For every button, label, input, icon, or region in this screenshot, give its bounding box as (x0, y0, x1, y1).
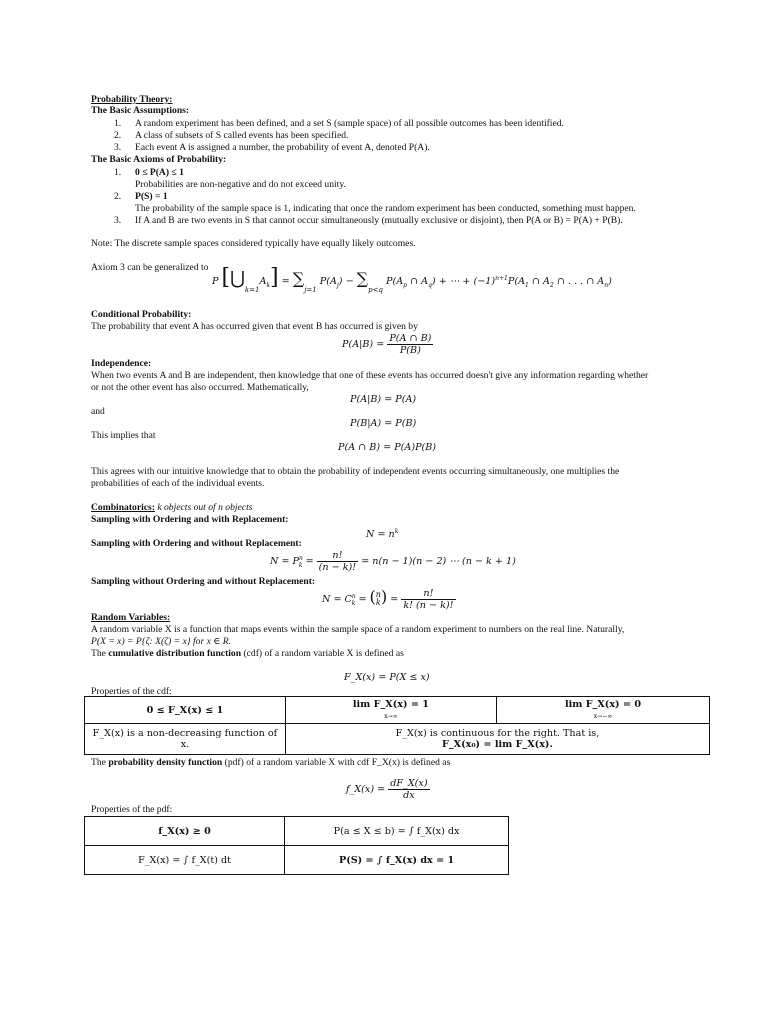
list-number: 1. (114, 118, 122, 129)
agrees-text-1: This agrees with our intuitive knowledge that to obtain the probability of independent events occurring simultaneously, one multiplies the (91, 466, 620, 477)
cdf-limit-neg-inf: lim F_X(x) = 0 (564, 699, 641, 710)
cdf-limit-neg-inf-sub: x→−∞ (593, 713, 613, 720)
conditional-probability-heading: Conditional Probability: (91, 309, 192, 320)
list-number: 2. (114, 130, 122, 141)
cdf-limit-inf: lim F_X(x) = 1 (352, 699, 429, 710)
independence-heading: Independence: (91, 358, 152, 369)
independence-eq-1: P(A|B) = P(A) (350, 394, 417, 405)
sampling-3-equation: $N = C^n_k = (n$ k) = $\frac{n!}{k! (n - k)!}$ (322, 586, 454, 611)
cdf-pre: The (91, 648, 109, 659)
list-number: 3. (114, 142, 122, 153)
random-variables-heading: Random Variables: (91, 612, 171, 623)
cdf-properties-label: Properties of the cdf: (91, 686, 172, 697)
assumption-2: A class of subsets of S called events has been specified. (135, 130, 349, 141)
pdf-denominator: dx (403, 790, 415, 801)
combinatorics-heading: Combinatorics: (91, 502, 155, 513)
cdf-post: (cdf) of a random variable X is defined as (241, 648, 404, 659)
table-cell (496, 697, 709, 724)
sampling-2-equation: $N = P^n_k$ = $\frac{n!}{(n - k)!}$ = n(n − 1)(n − 2) ⋯ (n − k + 1) (270, 550, 516, 573)
section-title-probability-theory: Probability Theory: (91, 94, 173, 105)
axiom-3-text: If A and B are two events in S that cannot occur simultaneously (mutually exclusive or disjoint), then P(A or B) = P(A) + P(B). (135, 215, 623, 226)
cdf-limit-inf-sub: x→∞ (384, 713, 398, 720)
sampling-3-denominator: k! (n − k)! (403, 600, 454, 611)
assumption-3: Each event A is assigned a number, the probability of event A, denoted P(A). (135, 142, 430, 153)
sampling-3-lhs: N = C (322, 593, 352, 605)
implies-text: This implies that (91, 430, 156, 441)
table-cell (285, 697, 496, 724)
assumption-1: A random experiment has been defined, and a set S (sample space) of all possible outcomes has been identified. (135, 118, 564, 129)
pdf-pre: The (91, 757, 109, 768)
pdf-definition-line (91, 757, 450, 768)
combinatorics-line (91, 502, 252, 513)
cdf-continuity-eq: F_X(x₀) = lim F_X(x). (442, 739, 553, 750)
independence-text-1: When two events A and B are independent, then knowledge that one of these events has occurred doesn't give any information regarding whether (91, 370, 649, 381)
axiom-1-text: Probabilities are non-negative and do not exceed unity. (135, 179, 346, 190)
table-cell: 0 ≤ F_X(x) ≤ 1 (85, 697, 286, 724)
sampling-1-exponent: k (394, 528, 399, 535)
list-number: 2. (114, 191, 122, 202)
table-cell: P(S) = ∫ f_X(x) dx = 1 (285, 846, 509, 875)
list-number: 3. (114, 215, 122, 226)
pdf-lhs: f_X(x) = (346, 784, 386, 795)
axiom-2-equation: P(S) = 1 (135, 191, 168, 202)
table-cell (285, 724, 709, 755)
sampling-2-rhs: = n(n − 1)(n − 2) ⋯ (n − k + 1) (361, 556, 516, 567)
cdf-equation: F_X(x) = P(X ≤ x) (344, 672, 430, 683)
agrees-text-2: probabilities of each of the individual events. (91, 478, 265, 489)
sampling-2-heading: Sampling with Ordering and without Replacement: (91, 538, 302, 549)
cond-lhs: P(A|B) = (342, 339, 385, 350)
table-cell: F_X(x) = ∫ f_X(t) dt (85, 846, 285, 875)
cdf-continuity-text: F_X(x) is continuous for the right. That is, (395, 728, 600, 739)
cdf-bold-term: cumulative distribution function (108, 648, 242, 659)
and-text: and (91, 406, 105, 417)
pdf-properties-label: Properties of the pdf: (91, 804, 173, 815)
cond-numerator: P(A ∩ B) (389, 333, 432, 344)
pdf-numerator: dF_X(x) (390, 778, 428, 789)
independence-text-2: or not the other event has also occurred. Mathematically, (91, 382, 309, 393)
sampling-1-heading: Sampling with Ordering and with Replacement: (91, 514, 289, 525)
pdf-properties-table (84, 816, 509, 875)
table-row (85, 817, 509, 846)
axiom-1-equation: 0 ≤ P(A) ≤ 1 (135, 167, 184, 178)
list-number: 1. (114, 167, 122, 178)
table-cell: F_X(x) is a non-decreasing function of x. (85, 724, 286, 755)
combinatorics-subtitle: k objects out of n objects (154, 502, 253, 513)
sampling-1-lhs: N = n (366, 529, 395, 541)
pdf-bold-term: probability density function (108, 757, 223, 768)
table-cell: f_X(x) ≥ 0 (85, 817, 285, 846)
basic-assumptions-heading: The Basic Assumptions: (91, 105, 190, 116)
axiom3-generalized-text: Axiom 3 can be generalized to (91, 262, 209, 273)
independence-eq-3: P(A ∩ B) = P(A)P(B) (338, 442, 437, 453)
independence-eq-2: P(B|A) = P(B) (350, 418, 417, 429)
cdf-definition-line (91, 648, 404, 659)
table-row (85, 724, 710, 755)
axiom3-generalized-equation: P $[⋃_{k=1}A_k] = \sum_{j=1}$ $P(A_j) - \sum_{p<q}$ $P(A_p$ ∩ $A_q$) + ⋯ + $(-1)^{n+1}P(A_1$ ∩ $A_2$ ∩ . . . ∩ $A_n$) (212, 265, 612, 294)
basic-axioms-heading: The Basic Axioms of Probability: (91, 154, 227, 165)
sampling-2-numerator: n! (317, 550, 358, 562)
sampling-2-lhs: N = P (270, 555, 299, 567)
sampling-3-numerator: n! (401, 588, 455, 600)
cdf-properties-table (84, 696, 710, 755)
table-row (85, 846, 509, 875)
sampling-3-heading: Sampling without Ordering and without Replacement: (91, 576, 316, 587)
table-row (85, 697, 710, 724)
sampling-1-equation (366, 526, 398, 540)
cond-denominator: P(B) (399, 345, 421, 356)
table-cell: P(a ≤ X ≤ b) = ∫ f_X(x) dx (285, 817, 509, 846)
pdf-post: (pdf) of a random variable X with cdf F_X(x) is defined as (222, 757, 451, 768)
conditional-probability-text: The probability that event A has occurred given that event B has occurred is given by (91, 321, 418, 332)
note-text: Note: The discrete sample spaces considered typically have equally likely outcomes. (91, 238, 416, 249)
pdf-equation (346, 778, 430, 801)
random-variables-text-2: P(X = x) = P{ζ: X(ζ) = x} for x ∈ R. (91, 636, 231, 647)
conditional-probability-equation (342, 333, 433, 356)
sampling-2-denominator: (n − k)! (318, 562, 357, 573)
random-variables-text-1: A random variable X is a function that maps events within the sample space of a random experiment to numbers on the real line. Naturally, (91, 624, 625, 635)
axiom-2-text: The probability of the sample space is 1, indicating that once the random experiment has been conducted, something must happen. (135, 203, 636, 214)
